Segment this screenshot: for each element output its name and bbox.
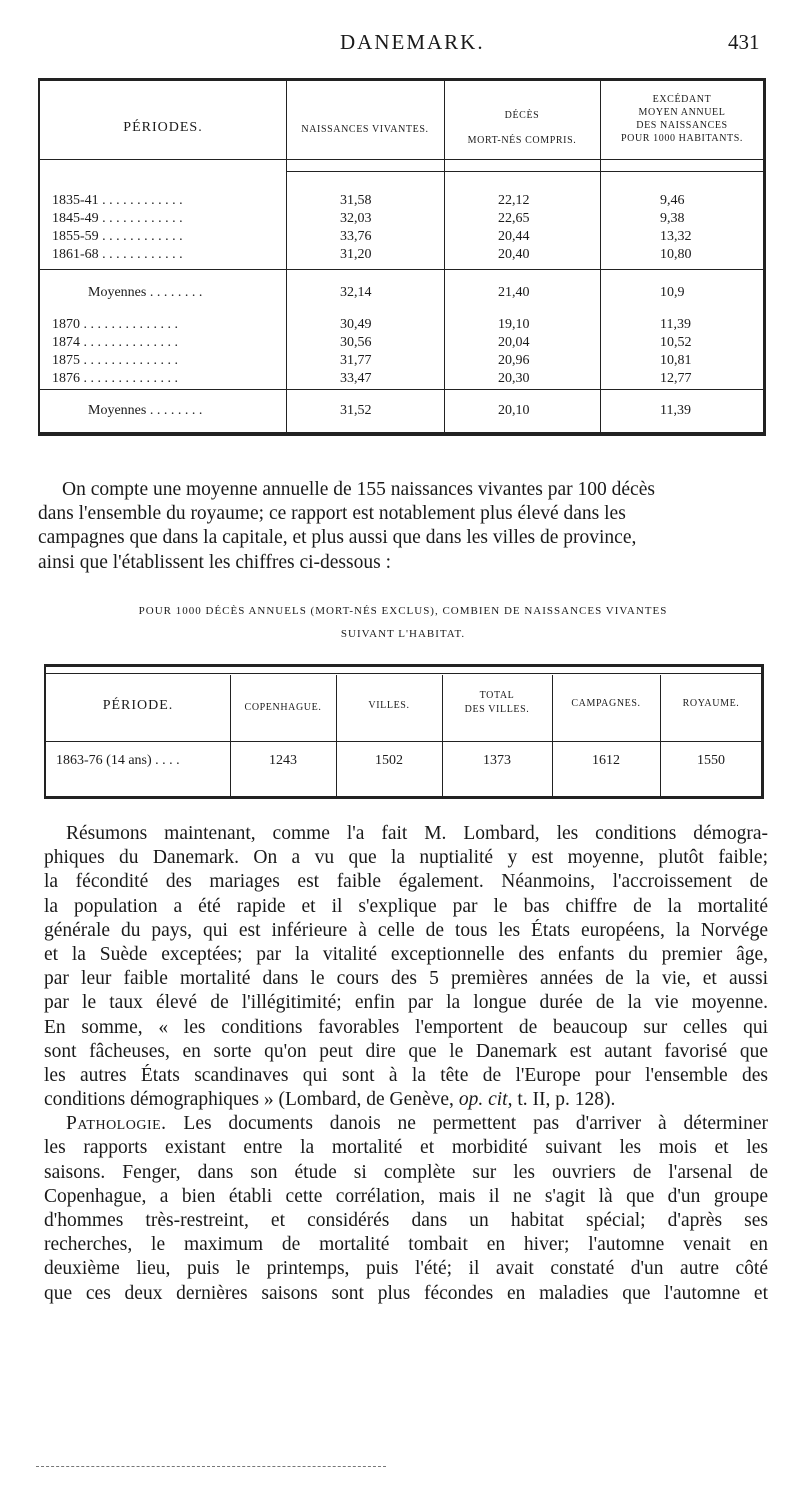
table-row xyxy=(40,229,764,247)
cell-villes: 1502 xyxy=(375,753,403,768)
header-total-line1: TOTAL xyxy=(479,690,515,701)
body-line: phiques du Danemark. On a vu que la nuptialité y est moyenne, plutôt faible; xyxy=(44,847,768,869)
cell-excedant: 12,77 xyxy=(660,371,692,386)
running-header xyxy=(0,28,800,62)
row-label: 1870 . . . . . . . . . . . . . . xyxy=(52,317,178,332)
caption-line1: POUR 1000 DÉCÈS ANNUELS (MORT-NÉS EXCLUS), COMBIEN DE NAISSANCES VIVANTES xyxy=(138,605,668,617)
paragraph-line: On compte une moyenne annuelle de 155 naissances vivantes par 100 décès xyxy=(62,479,655,500)
row-label: 1876 . . . . . . . . . . . . . . xyxy=(52,371,178,386)
pathologie-first-line: Les documents danois ne permettent pas d'arriver à déterminer xyxy=(166,1113,768,1135)
row-label: Moyennes . . . . . . . . xyxy=(88,285,203,300)
table-row-average xyxy=(40,403,764,421)
header-deces xyxy=(444,109,600,147)
cell-excedant: 13,32 xyxy=(660,229,692,244)
cell-royaume: 1550 xyxy=(697,753,725,768)
cell-deces: 22,12 xyxy=(498,193,530,208)
cell-deces: 20,96 xyxy=(498,353,530,368)
cell-excedant: 9,38 xyxy=(660,211,685,226)
cell-excedant: 11,39 xyxy=(660,317,691,332)
cell-naissances: 31,52 xyxy=(340,403,372,418)
body-line: la fécondité des mariages est faible également. Néanmoins, l'accroissement de xyxy=(44,871,768,893)
cell-naissances: 33,76 xyxy=(340,229,372,244)
cell-deces: 22,65 xyxy=(498,211,530,226)
header-excedant xyxy=(600,93,764,145)
body-line xyxy=(44,1112,768,1136)
table-row xyxy=(40,353,764,371)
cell-deces: 20,30 xyxy=(498,371,530,386)
body-line: Copenhague, a bien établi cette corrélation, mais il ne s'agit là que d'un groupe xyxy=(44,1185,768,1207)
body-line: deuxième lieu, puis le printemps, puis l'été; il avait constaté d'un autre côté xyxy=(44,1258,768,1280)
table-row xyxy=(40,371,764,389)
cell-deces: 20,10 xyxy=(498,403,530,418)
header-excedant-line4: POUR 1000 HABITANTS. xyxy=(620,133,744,144)
birth-death-table xyxy=(38,78,766,436)
paragraph-line: ainsi que l'établissent les chiffres ci-dessous : xyxy=(38,551,391,573)
cell-naissances: 32,14 xyxy=(340,285,372,300)
citation-italic: op. cit xyxy=(458,1089,508,1111)
cell-deces: 19,10 xyxy=(498,317,530,332)
cell-naissances: 32,03 xyxy=(340,211,372,226)
cell-excedant: 10,81 xyxy=(660,353,692,368)
header-periodes: PÉRIODES. xyxy=(123,120,203,135)
header-excedant-line2: MOYEN ANNUEL xyxy=(638,107,726,118)
citation-end: , t. II, p. 128). xyxy=(507,1089,616,1111)
header-royaume: ROYAUME. xyxy=(682,698,740,709)
header-deces-line2: MORT-NÉS COMPRIS. xyxy=(467,135,577,146)
header-total-line2: DES VILLES. xyxy=(464,704,530,715)
row-label: 1845-49 . . . . . . . . . . . . xyxy=(52,211,183,226)
body-text xyxy=(44,822,768,1306)
body-line: recherches, le maximum de mortalité tombait en hiver; l'automne venait en xyxy=(44,1234,768,1256)
cell-excedant: 11,39 xyxy=(660,403,691,418)
row-label: 1874 . . . . . . . . . . . . . . xyxy=(52,335,178,350)
section-label-pathologie: Pathologie. xyxy=(66,1113,167,1135)
citation-start: conditions démographiques » (Lombard, de Genève, xyxy=(44,1089,459,1111)
body-line: que ces deux dernières saisons sont plus fécondes en maladies que l'automne et xyxy=(44,1282,768,1304)
body-line xyxy=(44,1088,768,1112)
cell-excedant: 9,46 xyxy=(660,193,685,208)
paragraph-line: dans l'ensemble du royaume; ce rapport est notablement plus élevé dans les xyxy=(38,503,626,525)
table-caption xyxy=(38,600,768,646)
row-label: 1861-68 . . . . . . . . . . . . xyxy=(52,247,183,262)
body-line: générale du pays, qui est inférieure à celle de tous les États européens, la Norvége xyxy=(44,919,768,941)
body-line: saisons. Fenger, dans son étude si complète sur les ouvriers de l'arsenal de xyxy=(44,1161,768,1183)
cell-naissances: 30,49 xyxy=(340,317,372,332)
header-periode: PÉRIODE. xyxy=(102,698,174,713)
paragraph-line: campagnes que dans la capitale, et plus aussi que dans les villes de province, xyxy=(38,527,637,549)
cell-naissances: 31,77 xyxy=(340,353,372,368)
cell-copenhague: 1243 xyxy=(269,753,297,768)
footer-rule xyxy=(36,1466,386,1471)
cell-deces: 20,40 xyxy=(498,247,530,262)
cell-naissances: 31,20 xyxy=(340,247,372,262)
body-line: En somme, « les conditions favorables l'emportent de beaucoup sur celles qui xyxy=(44,1016,768,1038)
intro-paragraph xyxy=(38,478,768,575)
header-excedant-line3: DES NAISSANCES xyxy=(636,120,728,131)
cell-naissances: 31,58 xyxy=(340,193,372,208)
header-total xyxy=(442,689,552,717)
body-line: la population a été rapide et il s'explique par le bas chiffre de la mortalité xyxy=(44,895,768,917)
cell-excedant: 10,9 xyxy=(660,285,685,300)
body-line: sont fâcheuses, en sorte qu'on peut dire que le Danemark est autant favorisé que xyxy=(44,1040,768,1062)
cell-deces: 21,40 xyxy=(498,285,530,300)
cell-total: 1373 xyxy=(483,753,511,768)
row-label: 1835-41 . . . . . . . . . . . . xyxy=(52,193,183,208)
header-copenhague: COPENHAGUE. xyxy=(244,702,322,713)
table-row xyxy=(40,317,764,335)
page-title: DANEMARK. xyxy=(340,30,485,54)
cell-naissances: 30,56 xyxy=(340,335,372,350)
table-row xyxy=(40,193,764,211)
row-label: Moyennes . . . . . . . . xyxy=(88,403,203,418)
row-label: 1855-59 . . . . . . . . . . . . xyxy=(52,229,183,244)
header-deces-line1: DÉCÈS xyxy=(504,110,540,121)
body-line: par leur faible mortalité dans le cours des 5 premières années de la vie, et aussi xyxy=(44,968,768,990)
body-line: les autres États scandinaves qui sont à la tête de l'Europe pour l'ensemble des xyxy=(44,1064,768,1086)
header-campagnes: CAMPAGNES. xyxy=(571,698,641,709)
header-villes: VILLES. xyxy=(368,700,410,711)
body-line: Résumons maintenant, comme l'a fait M. Lombard, les conditions démogra- xyxy=(66,823,768,844)
cell-deces: 20,44 xyxy=(498,229,530,244)
cell-campagnes: 1612 xyxy=(592,753,620,768)
row-label: 1863-76 (14 ans) . . . . xyxy=(56,753,180,768)
table-row xyxy=(40,247,764,265)
body-line: les rapports existant entre la mortalité et morbidité suivant les mois et les xyxy=(44,1137,768,1159)
cell-deces: 20,04 xyxy=(498,335,530,350)
table-row-average xyxy=(40,285,764,303)
header-naissances: NAISSANCES VIVANTES. xyxy=(301,124,429,135)
cell-excedant: 10,52 xyxy=(660,335,692,350)
table-row xyxy=(40,211,764,229)
body-line: et la Suède exceptées; par la vitalité exceptionnelle des enfants du premier âge, xyxy=(44,943,768,965)
table-row xyxy=(40,335,764,353)
caption-line2: SUIVANT L'HABITAT. xyxy=(340,628,466,640)
cell-excedant: 10,80 xyxy=(660,247,692,262)
page-number: 431 xyxy=(728,30,760,54)
body-line: par le taux élevé de l'illégitimité; enfin par la longue durée de la vie moyenne. xyxy=(44,992,768,1014)
cell-naissances: 33,47 xyxy=(340,371,372,386)
header-excedant-line1: EXCÉDANT xyxy=(652,94,712,105)
row-label: 1875 . . . . . . . . . . . . . . xyxy=(52,353,178,368)
habitat-table xyxy=(44,664,764,799)
body-line: d'hommes très-restreint, et considérés dans un habitat spécial; d'après ses xyxy=(44,1210,768,1231)
